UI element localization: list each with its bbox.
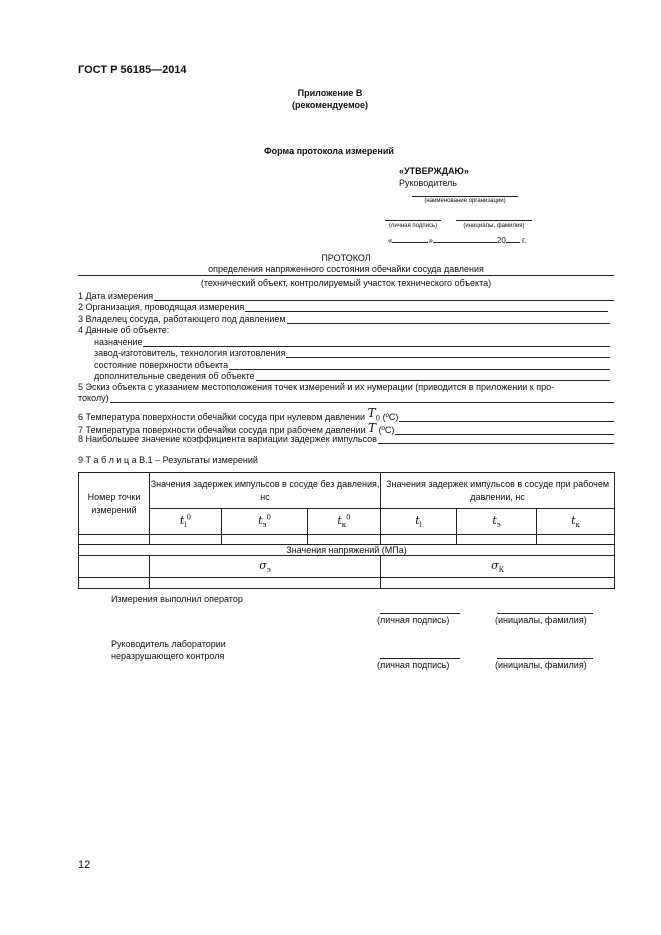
results-table: [78, 472, 615, 589]
field-sketch: 5 Эскиз объекта с указанием местоположения точек измерений и их нумерации (приводится в приложении к про-: [78, 382, 555, 392]
org-line: [412, 196, 518, 197]
col-sigma-k: $\sigma_К$: [381, 556, 615, 578]
lab-name-line: [497, 658, 593, 659]
col-te0: $t_э^0$: [222, 509, 308, 535]
field-owner: 3 Владелец сосуда, работающего под давлением: [78, 314, 610, 324]
protocol-subtitle: определения напряженного состояния обечайки сосуда давления: [208, 264, 484, 274]
col-tl: $t_l$: [381, 509, 457, 535]
appendix-title: Приложение В: [297, 88, 363, 98]
field-temp-zero: 6 Температура поверхности обечайки сосуда при нулевом давлении $T_0$ (ºC): [78, 406, 614, 422]
lab-head-label-1: Руководитель лаборатории: [111, 639, 226, 649]
approval-date: « » 20 г.: [388, 236, 527, 245]
col-te: $t_э$: [457, 509, 537, 535]
lab-sign-line: [380, 658, 460, 659]
appendix-subtitle: (рекомендуемое): [292, 100, 368, 110]
field-manufacturer: завод-изготовитель, технология изготовления: [94, 348, 610, 358]
field-variation: 8 Наибольшее значение коэффициента вариации задержек импульсов: [78, 434, 614, 444]
col-tk: $t_к$: [537, 509, 615, 535]
col-tl0: $t_l^0$: [150, 509, 222, 535]
operator-sign-caption: (личная подпись): [377, 615, 450, 625]
lab-head-label-2: неразрушающего контроля: [111, 651, 225, 661]
form-title: Форма протокола измерений: [264, 146, 394, 156]
field-sketch-cont: токолу): [78, 393, 614, 403]
group-zero-pressure: Значения задержек импульсов в сосуде без давления, нс: [150, 473, 381, 509]
col-tk0: $t_к^0$: [308, 509, 381, 535]
field-additional-info: дополнительные сведения об объекте: [94, 371, 610, 381]
page-number: 12: [78, 859, 91, 871]
field-surface-condition: состояние поверхности объекта: [94, 360, 610, 370]
protocol-object-line: [78, 275, 614, 276]
approval-label: «УТВЕРЖДАЮ»: [399, 166, 469, 176]
operator-name-line: [497, 613, 593, 614]
field-temp-work: 7 Температура поверхности обечайки сосуда при рабочем давлении T (ºC): [78, 421, 614, 435]
approval-name-line: [456, 220, 532, 221]
col-sigma-e: $\sigma_э$: [150, 556, 381, 578]
table-row: [79, 578, 615, 589]
table-caption: 9 Т а б л и ц а В.1 – Результаты измерений: [78, 455, 258, 465]
approval-signature-caption: (личная подпись): [388, 223, 438, 229]
col-point-number: Номер точки измерений: [79, 473, 150, 535]
stress-header: Значения напряжений (МПа): [79, 545, 615, 556]
standard-number: ГОСТ Р 56185—2014: [78, 64, 187, 76]
group-work-pressure: Значения задержек импульсов в сосуде при рабочем давлении, нс: [381, 473, 615, 509]
field-object-data: 4 Данные об объекте:: [78, 325, 170, 335]
protocol-object-caption: (технический объект, контролируемый участок технического объекта): [200, 278, 492, 288]
lab-sign-caption: (личная подпись): [377, 660, 450, 670]
operator-sign-line: [380, 613, 460, 614]
field-organization: 2 Организация, проводящая измерения: [78, 302, 608, 312]
table-row: [79, 535, 615, 545]
field-date: 1 Дата измерения: [78, 291, 614, 301]
operator-label: Измерения выполнил оператор: [111, 594, 243, 604]
org-caption: (наименование организации): [424, 198, 506, 204]
lab-name-caption: (инициалы, фамилия): [495, 660, 587, 670]
operator-name-caption: (инициалы, фамилия): [495, 615, 587, 625]
protocol-title: ПРОТОКОЛ: [321, 253, 371, 263]
field-purpose: назначение: [94, 337, 610, 347]
approval-name-caption: (инициалы, фамилия): [463, 223, 525, 229]
approval-signature-line: [385, 220, 441, 221]
approval-head: Руководитель: [399, 178, 457, 188]
